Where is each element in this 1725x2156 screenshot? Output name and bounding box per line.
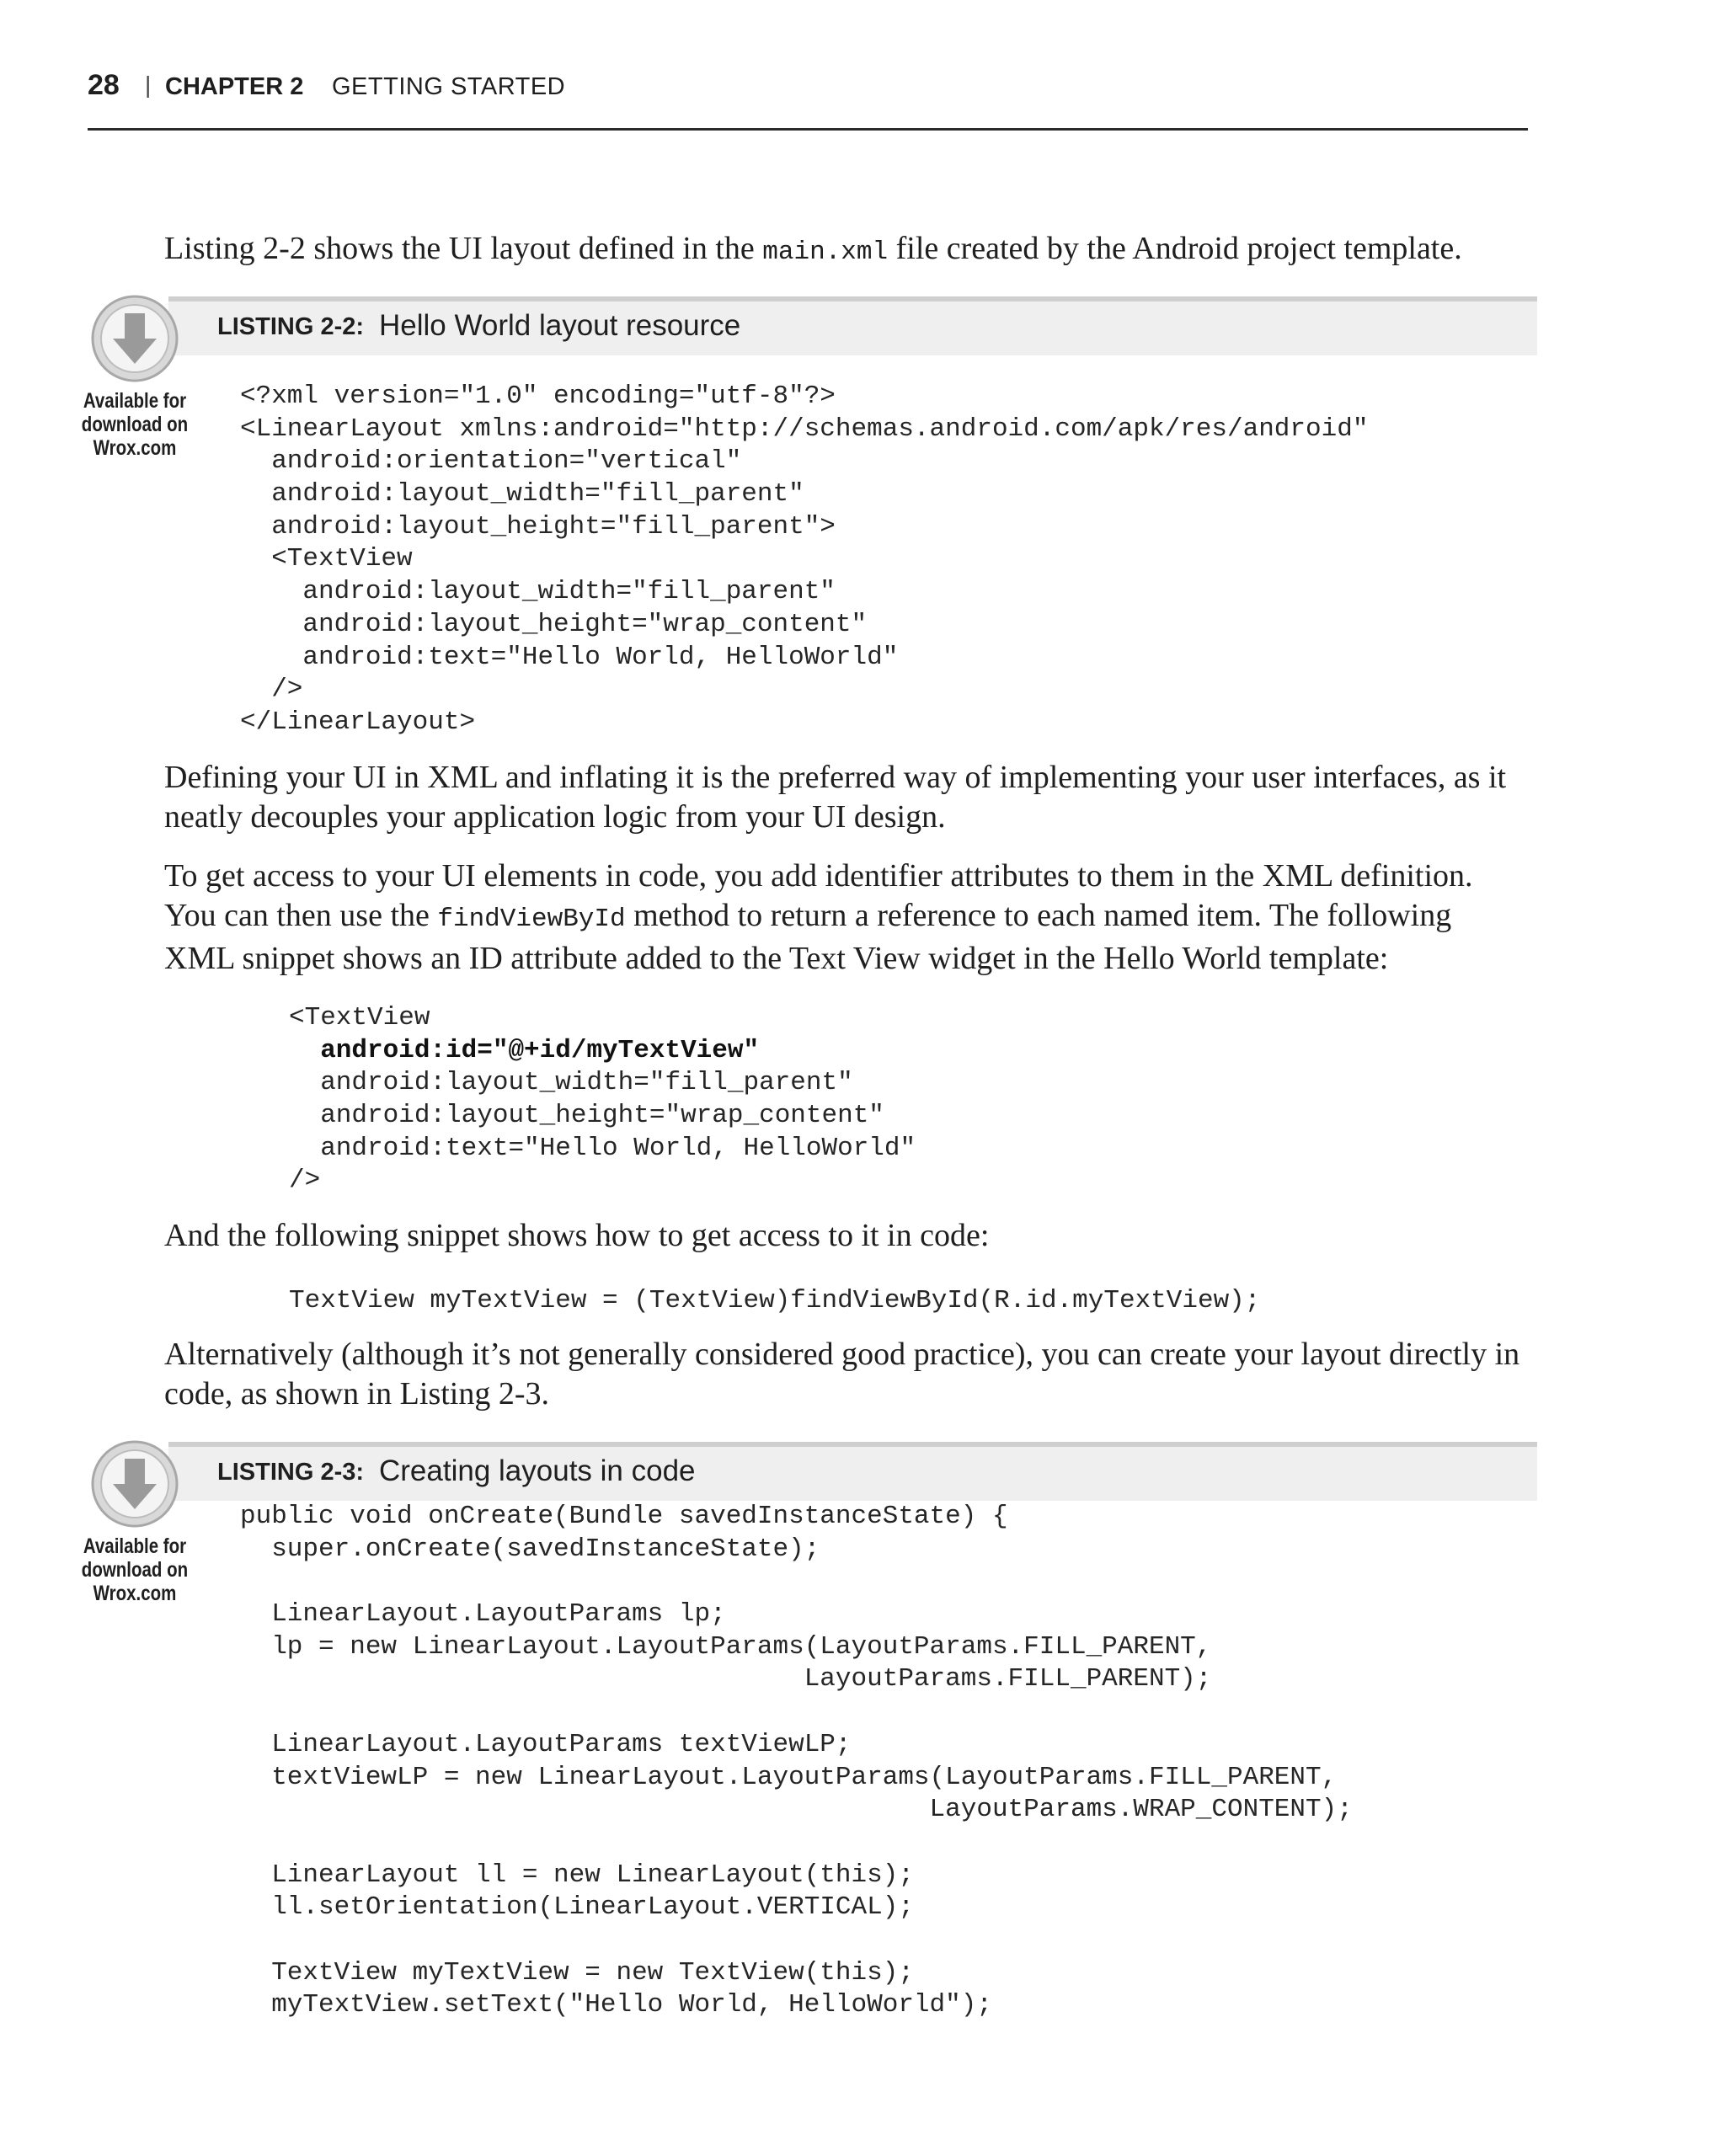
code-line: LinearLayout.LayoutParams lp; bbox=[240, 1599, 726, 1630]
badge-line: download on bbox=[81, 413, 189, 436]
code-line: ll.setOrientation(LinearLayout.VERTICAL); bbox=[240, 1892, 914, 1923]
findviewbyid-snippet-code bbox=[289, 1285, 1260, 1318]
listing-2-2-header bbox=[168, 296, 1537, 355]
code-line: super.onCreate(savedInstanceState); bbox=[240, 1534, 820, 1564]
code-line bbox=[240, 1827, 1353, 1860]
intro-paragraph bbox=[164, 229, 1546, 272]
inline-code-findviewbyid: findViewById bbox=[437, 905, 626, 934]
code-line: <TextView bbox=[289, 1003, 430, 1033]
code-line: myTextView.setText("Hello World, HelloWorld"); bbox=[240, 1990, 992, 2020]
code-line: LinearLayout.LayoutParams textViewLP; bbox=[240, 1729, 852, 1759]
badge-line: Wrox.com bbox=[93, 1582, 177, 1605]
chapter-title: GETTING STARTED bbox=[332, 73, 566, 100]
code-line: <LinearLayout xmlns:android="http://schemas.android.com/apk/res/android" bbox=[240, 414, 1369, 444]
code-line: android:layout_height="wrap_content" bbox=[289, 1101, 884, 1131]
code-line bbox=[240, 1924, 1353, 1957]
badge-line: Available for bbox=[83, 1534, 187, 1558]
download-arrow-icon bbox=[91, 1440, 179, 1528]
listing-title: Creating layouts in code bbox=[379, 1454, 696, 1487]
paragraph-text: method to return a reference to each named item. The following bbox=[625, 898, 1452, 933]
paragraph-defining-ui: Defining your UI in XML and inflating it is the preferred way of implementing your user interfaces, as it neatly decouples your application logic from your UI design. bbox=[164, 760, 1507, 835]
paragraph-text: You can then use the bbox=[164, 898, 438, 933]
code-line: android:layout_height="wrap_content" bbox=[240, 609, 868, 639]
listing-2-3-header bbox=[168, 1442, 1537, 1501]
download-badge-text bbox=[79, 1534, 190, 1605]
code-line: TextView myTextView = (TextView)findViewById(R.id.myTextView); bbox=[289, 1286, 1261, 1315]
badge-line: download on bbox=[81, 1558, 189, 1582]
code-line: android:text="Hello World, HelloWorld" bbox=[240, 642, 899, 672]
paragraph-text: file created by the Android project template. bbox=[888, 231, 1462, 266]
listing-title: Hello World layout resource bbox=[379, 309, 741, 342]
paragraph-line bbox=[164, 896, 1546, 939]
page-header bbox=[88, 69, 1528, 131]
paragraph-text: Listing 2-2 shows the UI layout defined in the bbox=[164, 231, 763, 266]
code-line: textViewLP = new LinearLayout.LayoutParams(LayoutParams.FILL_PARENT, bbox=[240, 1762, 1338, 1792]
paragraph-line: To get access to your UI elements in code, you add identifier attributes to them in the XML definition. bbox=[164, 858, 1473, 894]
code-line: <?xml version="1.0" encoding="utf-8"?> bbox=[240, 382, 836, 411]
textview-snippet-code bbox=[289, 1002, 916, 1198]
page-number: 28 bbox=[88, 69, 120, 101]
paragraph-line: XML snippet shows an ID attribute added to the Text View widget in the Hello World template: bbox=[164, 941, 1389, 976]
badge-line: Wrox.com bbox=[93, 436, 177, 460]
code-line: android:layout_width="fill_parent" bbox=[240, 577, 836, 607]
code-line: /> bbox=[240, 675, 303, 705]
paragraph-get-access: And the following snippet shows how to get access to it in code: bbox=[164, 1218, 990, 1253]
chapter-label: CHAPTER 2 bbox=[165, 73, 304, 100]
code-line: android:text="Hello World, HelloWorld" bbox=[289, 1133, 916, 1163]
download-badge bbox=[84, 1440, 185, 1528]
code-line: TextView myTextView = new TextView(this); bbox=[240, 1957, 914, 1988]
code-line: android:orientation="vertical" bbox=[240, 446, 742, 477]
code-line: public void onCreate(Bundle savedInstanceState) { bbox=[240, 1502, 1008, 1531]
code-line bbox=[240, 1566, 1353, 1598]
badge-line: Available for bbox=[83, 389, 187, 413]
code-line: LinearLayout ll = new LinearLayout(this); bbox=[240, 1860, 914, 1890]
paragraph-access-ui bbox=[164, 857, 1546, 979]
code-line: LayoutParams.FILL_PARENT); bbox=[240, 1664, 1212, 1694]
code-line: android:layout_width="fill_parent" bbox=[289, 1068, 853, 1098]
listing-2-3-code bbox=[240, 1501, 1353, 2022]
code-line: LayoutParams.WRAP_CONTENT); bbox=[240, 1795, 1353, 1825]
download-arrow-icon bbox=[91, 295, 179, 382]
header-separator: | bbox=[145, 72, 152, 98]
listing-label: LISTING 2-2: bbox=[217, 313, 365, 340]
listing-2-2-code bbox=[240, 381, 1368, 739]
code-line: /> bbox=[289, 1166, 321, 1196]
download-badge-text bbox=[79, 389, 190, 460]
inline-code-main-xml: main.xml bbox=[762, 237, 889, 267]
code-line: </LinearLayout> bbox=[240, 707, 476, 737]
code-line: <TextView bbox=[240, 544, 413, 574]
code-line: android:layout_height="fill_parent"> bbox=[240, 511, 836, 542]
code-line-highlighted: android:id="@+id/myTextView" bbox=[289, 1035, 760, 1065]
listing-label: LISTING 2-3: bbox=[217, 1459, 365, 1486]
code-line: android:layout_width="fill_parent" bbox=[240, 479, 804, 510]
paragraph-alternatively: Alternatively (although it’s not generally considered good practice), you can create your layout directly in code, as shown in Listing 2-3. bbox=[164, 1337, 1520, 1412]
code-line: lp = new LinearLayout.LayoutParams(LayoutParams.FILL_PARENT, bbox=[240, 1631, 1212, 1662]
download-badge bbox=[84, 295, 185, 382]
code-line bbox=[240, 1696, 1353, 1729]
